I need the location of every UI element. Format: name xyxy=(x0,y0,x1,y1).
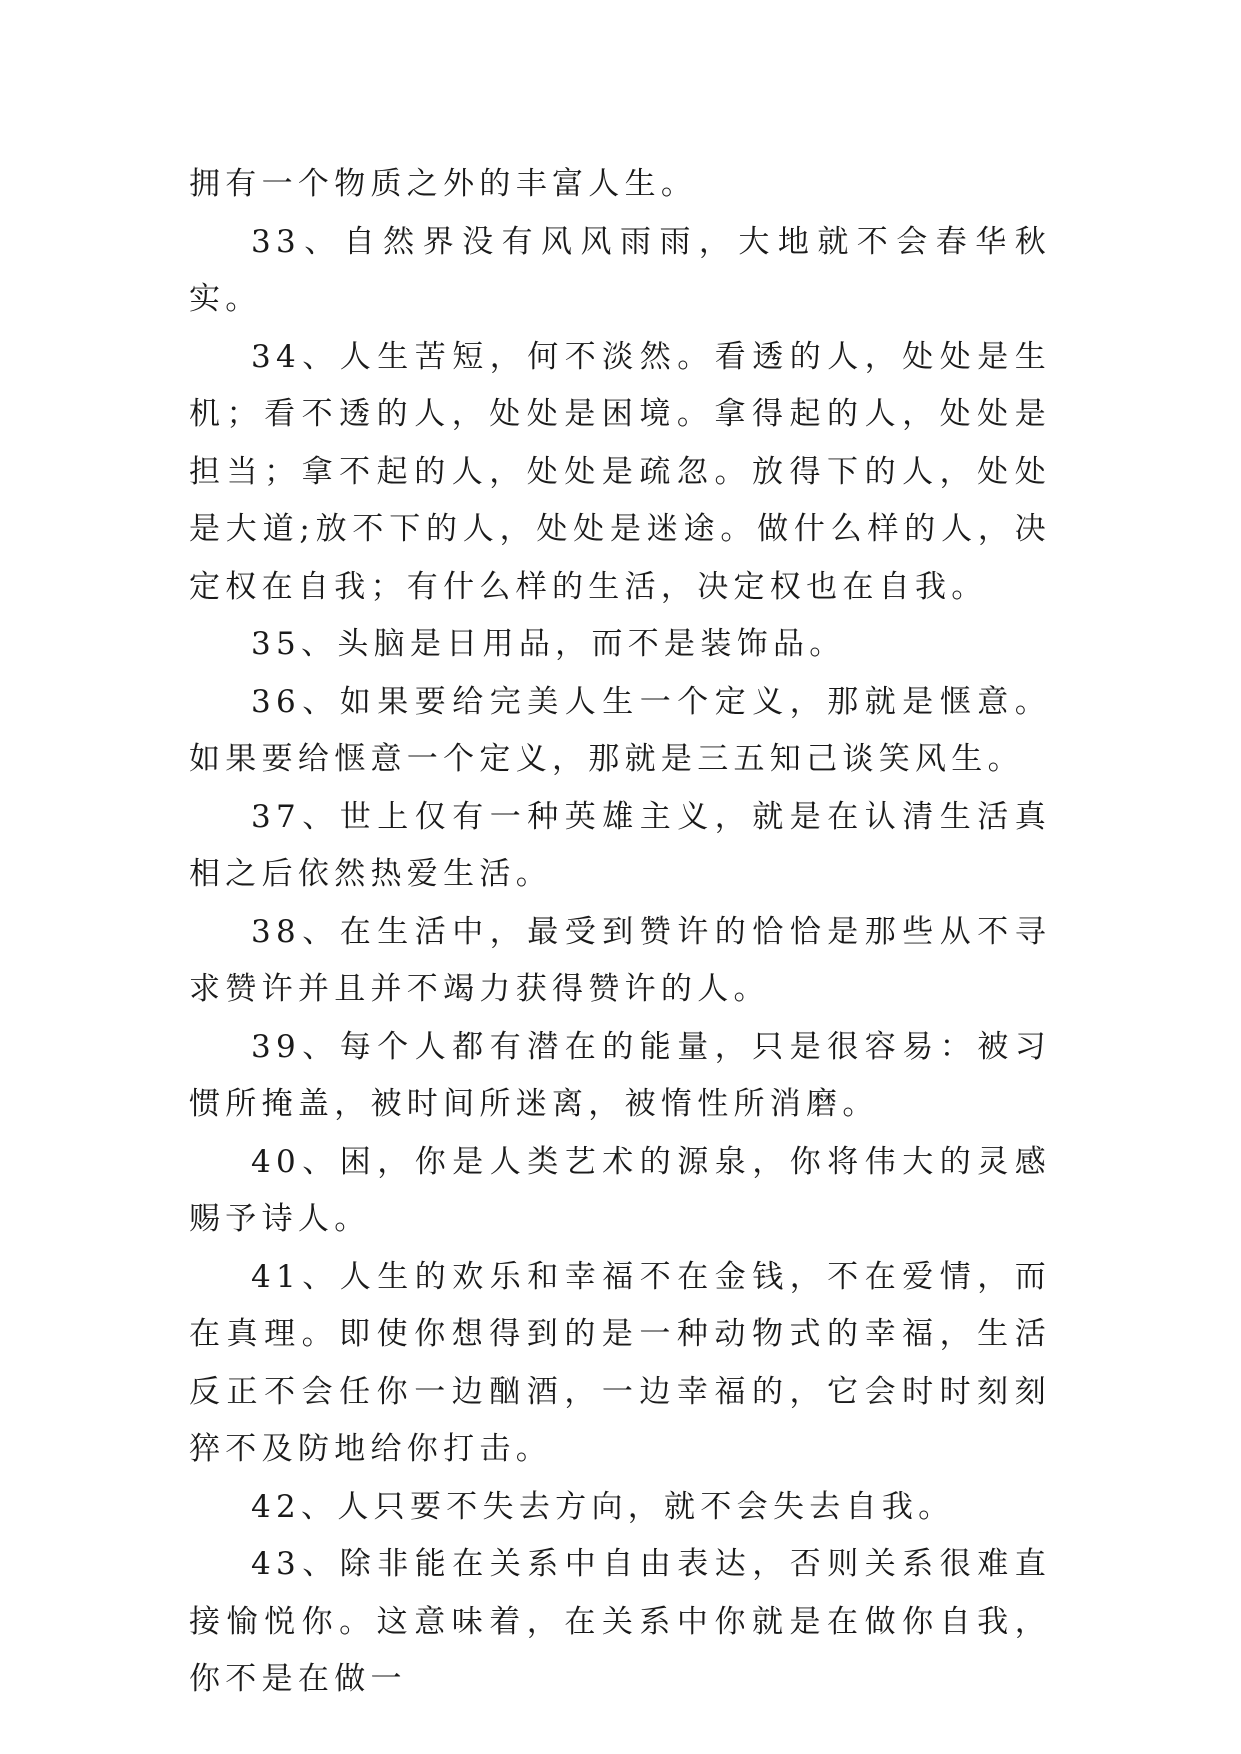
document-body xyxy=(189,156,1051,1709)
paragraph-39: 39、每个人都有潜在的能量，只是很容易：被习惯所掩盖，被时间所迷离，被惰性所消磨。 xyxy=(189,1028,1051,1122)
paragraph-35: 35、头脑是日用品，而不是装饰品。 xyxy=(251,626,846,662)
paragraph-continuation: 拥有一个物质之外的丰富人生。 xyxy=(189,166,698,202)
paragraph-38: 38、在生活中，最受到赞许的恰恰是那些从不寻求赞许并且并不竭力获得赞许的人。 xyxy=(189,913,1051,1007)
paragraph-42: 42、人只要不失去方向，就不会失去自我。 xyxy=(251,1488,955,1525)
paragraph-36: 36、如果要给完美人生一个定义，那就是惬意。如果要给惬意一个定义，那就是三五知己谈笑风生。 xyxy=(189,683,1051,777)
paragraph-40: 40、困，你是人类艺术的源泉，你将伟大的灵感赐予诗人。 xyxy=(189,1143,1051,1237)
paragraph-43: 43、除非能在关系中自由表达，否则关系很难直接愉悦你。这意味着，在关系中你就是在做你自我，你不是在做一 xyxy=(189,1546,1051,1697)
paragraph-41: 41、人生的欢乐和幸福不在金钱，不在爱情，而在真理。即使你想得到的是一种动物式的幸福，生活反正不会任你一边酗酒，一边幸福的，它会时时刻刻猝不及防地给你打击。 xyxy=(189,1258,1051,1467)
paragraph-34: 34、人生苦短，何不淡然。看透的人，处处是生机；看不透的人，处处是困境。拿得起的人，处处是担当；拿不起的人，处处是疏忽。放得下的人，处处是大道;放不下的人，处处是迷途。做什么样的人，决定权在自我；有什么样的生活，决定权也在自我。 xyxy=(189,338,1051,605)
paragraph-33: 33、自然界没有风风雨雨，大地就不会春华秋实。 xyxy=(189,223,1051,317)
paragraph-37: 37、世上仅有一种英雄主义，就是在认清生活真相之后依然热爱生活。 xyxy=(189,798,1051,892)
